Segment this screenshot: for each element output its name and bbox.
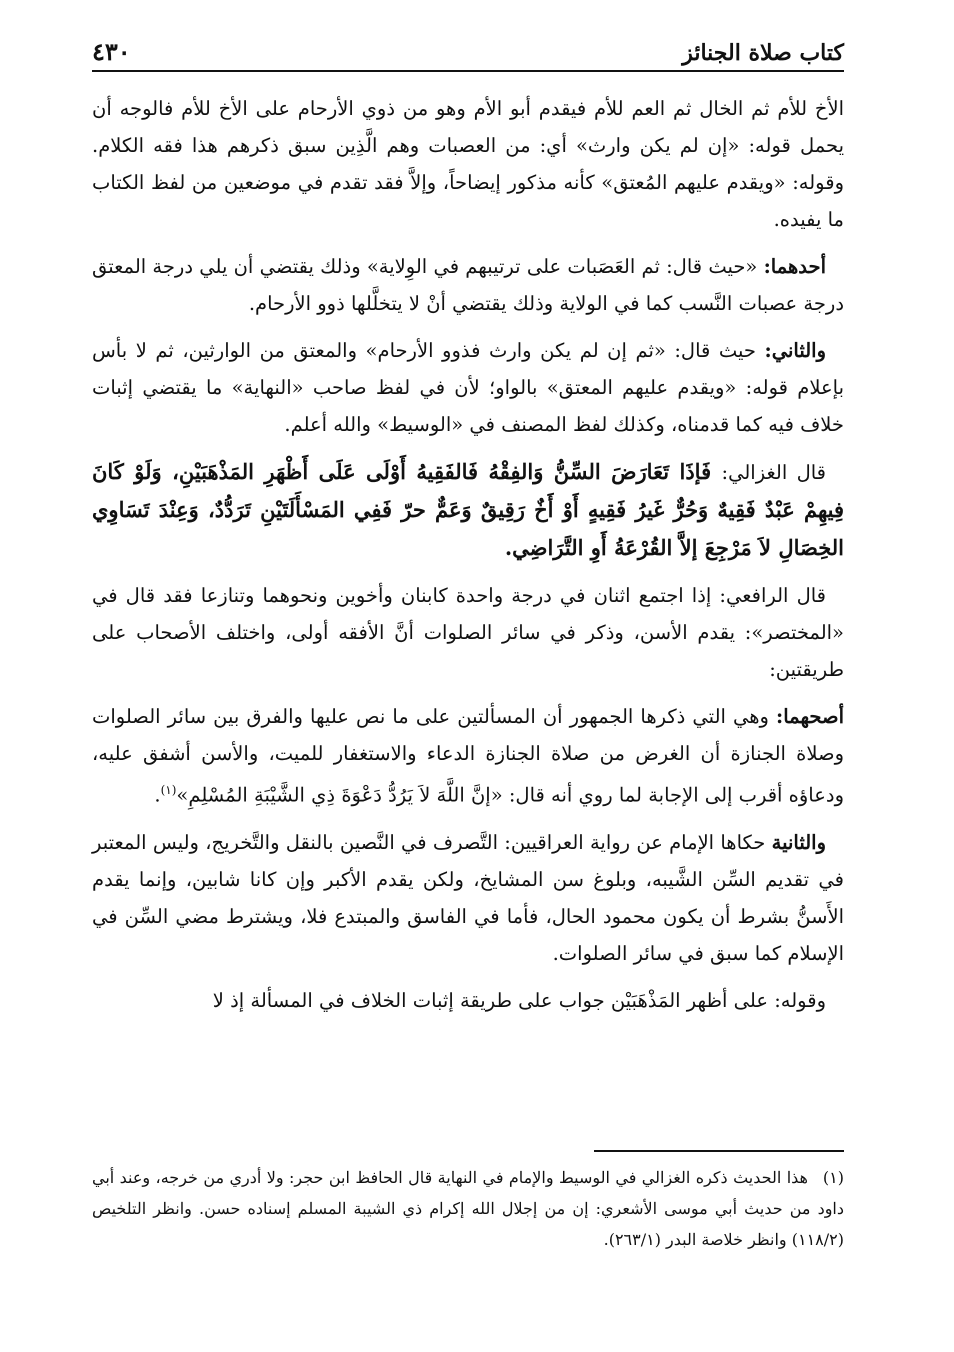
page-number: ٤٣٠ [92,37,131,66]
paragraph-text: «حيث قال: ثم العَصَبات على ترتيبهم في الوِلاية» وذلك يقتضي أن يلي درجة المعتق درجة عصبات النَّسب كما في الولاية وذلك يقتضي أنْ لا يتخلَّلها ذوو الأرحام. [92,255,844,315]
paragraph-rafii [92,577,844,688]
paragraph-text: الأخ للأم ثم الخال ثم العم للأم فيقدم أبو الأم وهو من ذوي الأرحام على الأخ للأم فالوجه أن يحمل قوله: «إن لم يكن وارث» أي: من العصبات وهم الَّذِين سبق ذكرهم هذا فقه الكلام. وقوله: «ويقدم عليهم المُعتق» كأنه مذكور إيضاحاً، وإلاَّ فقد تقدم في موضعين من لفظ الكتاب ما يفيده. [92,97,844,231]
paragraph-text: وهي التي ذكرها الجمهور أن المسألتين على ما نص عليها والفرق بين سائر الصلوات وصلاة الجنازة أن الغرض من صلاة الجنازة الدعاء والاستغفار للميت، والأسن أشفق عليه، ودعاؤه أقرب إلى الإجابة لما روي أنه قال: «إنَّ اللَّهَ لاَ يَرُدُّ دَعْوَةَ ذِي الشَّيْبَةِ المُسْلِمِ» [92,705,844,807]
paragraph-text: وقوله: على أظهر المَذْهَبَيْن جواب على طريقة إثبات الخلاف في المسألة إذ لا [212,988,826,1012]
footnote-reference: (١) [160,783,177,797]
paragraph-3 [92,332,844,443]
paragraph-lead: أصحهما: [776,705,844,728]
paragraph-text: حكاها الإمام عن رواية العراقيين: التَّصرف في النَّصين بالنقل والتَّخريج، وليس المعتبر في تقديم السِّن الشَّيبه، وبلوغ سن المشايخ، ولكن يقدم الأكبر وإن كانا شابين، وإنما يقدم الأَسنُّ بشرط أن يكون محمود الحال، فأما في الفاسق والمبتدع فلا، ويشترط مضي السِّن في الإسلام كما سبق في سائر الصلوات. [92,830,844,965]
footnote-1 [92,1162,844,1255]
paragraph-7 [92,824,844,972]
paragraph-text: حيث قال: «ثم إن لم يكن وارث فذوو الأرحام» والمعتق من الوارثين، ثم لا بأس بإعلام قوله: «ويقدم عليهم المعتق» بالواو؛ لأن في لفظ صاحب «النهاية» ما يقتضي إثبات خلاف فيه كما قدمناه، وكذلك لفظ المصنف في «الوسيط» والله أعلم. [92,339,844,436]
matn-text: فَإذَا تَعَارَضَ السِّنُّ وَالفِقْهُ فَالفَقِيهُ أَوْلَى عَلَى أَظْهَرِ المَذْهَبَيْنِ، وَلَوْ كَانَ فِيهِمْ عَبْدٌ فَقِيهٌ وَحُرٌّ غَيرُ فَقِيهٍ أَوْ أَخٌ رَقِيقٌ وَعَمٌّ حرّ فَفِي المَسْأَلَتَيْنِ تَرَدُّدٌ، وَعِنْدَ تَسَاوِي الخِصَالِ لاَ مَرْجِعَ إلاَّ القُرْعَةُ أَوِ التَّرَاضِي. [92,459,844,560]
paragraph-lead: أحدهما: [763,255,826,278]
paragraph-6 [92,698,844,814]
footnotes [92,1162,844,1255]
paragraph-lead: قال الرافعي: [719,584,827,607]
footnote-number: (١) [822,1168,844,1187]
footnote-text: هذا الحديث ذكره الغزالي في الوسيط والإمام في النهاية قال الحافظ ابن حجر: ولا أدري من خرجه، وعند أبي داود من حديث أبي موسى الأشعري: إن من إجلال الله إكرام ذي الشيبة المسلم إسناده حسن. وانظر التلخيص (١١٨/٢) وانظر خلاصة البدر (٢٦٣/١). [92,1168,845,1249]
footnote-divider [594,1150,844,1152]
paragraph-lead: قال الغزالي: [721,461,827,484]
paragraph-8 [92,982,844,1019]
running-title: كتاب صلاة الجنائز [682,40,844,66]
book-page [92,26,844,1326]
paragraph-1 [92,90,844,238]
paragraph-tail: . [154,783,161,807]
paragraph-lead: والثاني: [764,339,826,362]
main-text [92,90,844,1019]
paragraph-lead: والثانية [771,830,826,854]
paragraph-text: إذا اجتمع اثنان في درجة واحدة كابنان وأخوين ونحوهما وتنازعا فقد قال في «المختصر»: يقدم الأسن، وذكر في سائر الصلوات أنَّ الأفقه أولى، واختلف الأصحاب على طريقتين: [92,584,844,681]
paragraph-ghazali-matn [92,453,844,567]
page-header [92,26,844,72]
paragraph-2 [92,248,844,322]
